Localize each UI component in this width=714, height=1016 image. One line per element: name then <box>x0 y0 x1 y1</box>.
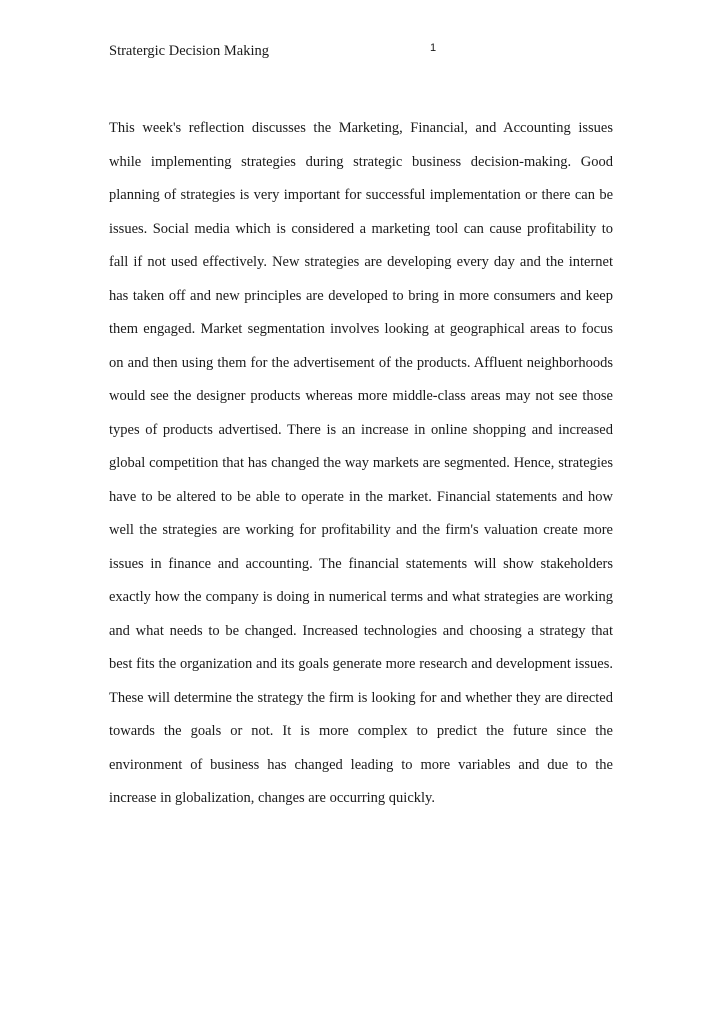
paragraph-line: environment of business has changed leading to more variables and due to the <box>109 756 613 773</box>
paragraph-line: This week's reflection discusses the Marketing, Financial, and Accounting issues <box>109 120 613 136</box>
paragraph-line: would see the designer products whereas more middle-class areas may not see those <box>109 388 613 404</box>
body-paragraph <box>109 118 613 822</box>
paragraph-line: issues in finance and accounting. The financial statements will show stakeholders <box>109 555 613 572</box>
page-number: 1 <box>430 42 437 54</box>
paragraph-line: planning of strategies is very important for successful implementation or there can be <box>109 187 613 203</box>
paragraph-line: towards the goals or not. It is more complex to predict the future since the <box>109 723 613 739</box>
paragraph-line: increase in globalization, changes are occurring quickly. <box>109 790 435 806</box>
paragraph-line: types of products advertised. There is an increase in online shopping and increased <box>109 421 613 438</box>
paragraph-line: them engaged. Market segmentation involves looking at geographical areas to focus <box>109 321 613 337</box>
paragraph-line: and what needs to be changed. Increased technologies and choosing a strategy that <box>109 622 613 639</box>
paragraph-line: exactly how the company is doing in numerical terms and what strategies are working <box>109 589 613 605</box>
paragraph-line: has taken off and new principles are developed to bring in more consumers and keep <box>109 287 613 304</box>
paragraph-line: fall if not used effectively. New strategies are developing every day and the internet <box>109 254 613 270</box>
paragraph-line: global competition that has changed the way markets are segmented. Hence, strategies <box>109 455 613 471</box>
paragraph-line: These will determine the strategy the firm is looking for and whether they are directed <box>109 689 613 706</box>
paragraph-line: best fits the organization and its goals generate more research and development issues. <box>109 656 613 672</box>
header-title: Stratergic Decision Making <box>109 43 270 59</box>
paragraph-line: while implementing strategies during strategic business decision-making. Good <box>109 153 613 170</box>
paragraph-line: have to be altered to be able to operate in the market. Financial statements and how <box>109 488 613 505</box>
paragraph-line: well the strategies are working for profitability and the firm's valuation create more <box>109 522 613 538</box>
paragraph-line: issues. Social media which is considered a marketing tool can cause profitability to <box>109 220 613 237</box>
paragraph-line: on and then using them for the advertisement of the products. Affluent neighborhoods <box>109 354 613 371</box>
